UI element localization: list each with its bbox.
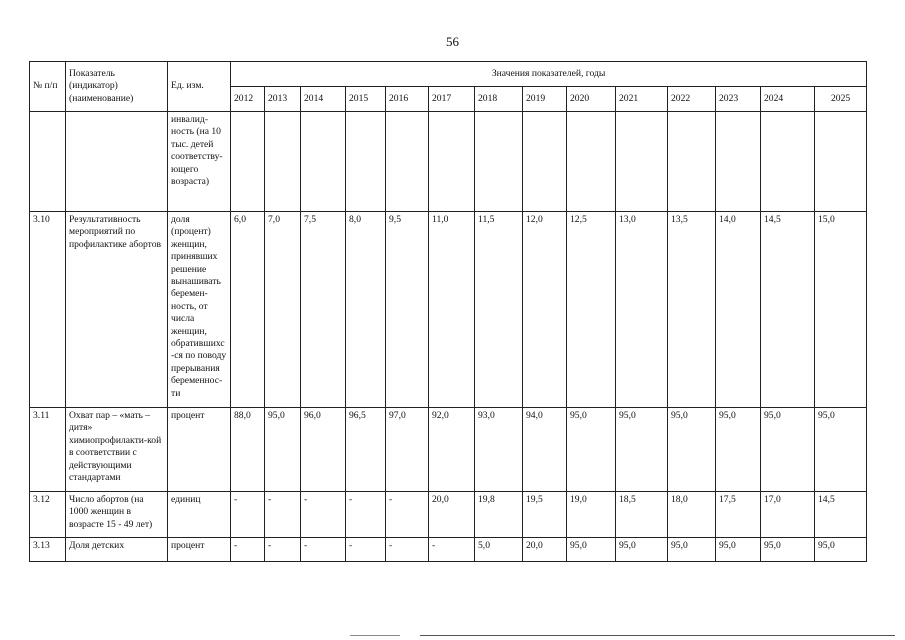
row-number: 3.11: [30, 408, 66, 492]
row-value: -: [231, 538, 265, 562]
row-value: 7,0: [265, 212, 301, 408]
table-row: [30, 492, 867, 538]
row-value: 96,0: [301, 408, 346, 492]
row-value: 8,0: [346, 212, 386, 408]
header-year: 2021: [616, 87, 668, 112]
header-year: 2014: [301, 87, 346, 112]
row-number: [30, 112, 66, 212]
row-value: -: [429, 538, 475, 562]
header-year: 2015: [346, 87, 386, 112]
table-row: [30, 112, 867, 212]
bottom-rule: [420, 635, 895, 636]
table-body: [30, 112, 867, 562]
row-value: 5,0: [475, 538, 523, 562]
row-unit: инвалид-ность (на 10 тыс. детей соответству-ющего возраста): [168, 112, 231, 212]
row-indicator-name: Результативность мероприятий по профилактике абортов: [66, 212, 168, 408]
row-value: [386, 112, 429, 212]
row-indicator-name: Число абортов (на 1000 женщин в возрасте 15 - 49 лет): [66, 492, 168, 538]
row-value: [265, 112, 301, 212]
header-year: 2017: [429, 87, 475, 112]
row-value: 20,0: [429, 492, 475, 538]
page-number: 56: [446, 34, 459, 49]
indicators-table: [29, 61, 867, 562]
row-value: 17,5: [716, 492, 761, 538]
row-indicator-name: Доля детских: [66, 538, 168, 562]
row-value: 12,0: [523, 212, 567, 408]
row-value: 95,0: [761, 538, 815, 562]
row-unit: доля (процент) женщин, принявших решение вынашивать беремен-ность, от числа женщин, обратившихс-ся по поводу прерывания беременнос-ти: [168, 212, 231, 408]
row-number: 3.10: [30, 212, 66, 408]
row-value: [231, 112, 265, 212]
table-row: [30, 538, 867, 562]
row-value: 95,0: [761, 408, 815, 492]
row-value: 14,5: [815, 492, 867, 538]
row-indicator-name: [66, 112, 168, 212]
row-value: 6,0: [231, 212, 265, 408]
row-value: 95,0: [668, 538, 716, 562]
row-value: 95,0: [616, 408, 668, 492]
row-value: 95,0: [815, 538, 867, 562]
header-unit: Ед. изм.: [168, 62, 231, 112]
row-value: 15,0: [815, 212, 867, 408]
row-value: -: [301, 492, 346, 538]
row-value: 11,0: [429, 212, 475, 408]
row-number: 3.13: [30, 538, 66, 562]
row-unit: процент: [168, 408, 231, 492]
row-value: 17,0: [761, 492, 815, 538]
row-number: 3.12: [30, 492, 66, 538]
row-value: -: [301, 538, 346, 562]
row-value: [761, 112, 815, 212]
row-value: 95,0: [668, 408, 716, 492]
row-value: 20,0: [523, 538, 567, 562]
row-value: 94,0: [523, 408, 567, 492]
row-value: 19,0: [567, 492, 616, 538]
header-year: 2013: [265, 87, 301, 112]
header-row-top: [30, 62, 867, 87]
row-value: -: [346, 492, 386, 538]
row-value: 19,8: [475, 492, 523, 538]
row-value: 18,5: [616, 492, 668, 538]
row-indicator-name: Охват пар – «мать – дитя» химиопрофилакти-кой в соответствии с действующими стандартами: [66, 408, 168, 492]
row-value: -: [265, 492, 301, 538]
header-year: 2019: [523, 87, 567, 112]
row-value: [523, 112, 567, 212]
row-unit: единиц: [168, 492, 231, 538]
row-value: 13,5: [668, 212, 716, 408]
row-value: [301, 112, 346, 212]
bottom-rule-short: [350, 635, 400, 636]
row-value: 19,5: [523, 492, 567, 538]
header-year: 2025: [815, 87, 867, 112]
row-value: 11,5: [475, 212, 523, 408]
row-value: -: [386, 538, 429, 562]
row-value: [716, 112, 761, 212]
row-value: 92,0: [429, 408, 475, 492]
row-value: -: [265, 538, 301, 562]
header-year: 2022: [668, 87, 716, 112]
header-values-group: Значения показателей, годы: [231, 62, 867, 87]
header-year: 2018: [475, 87, 523, 112]
row-value: [815, 112, 867, 212]
row-value: [346, 112, 386, 212]
row-value: 96,5: [346, 408, 386, 492]
header-year: 2023: [716, 87, 761, 112]
row-value: [429, 112, 475, 212]
row-value: 95,0: [265, 408, 301, 492]
row-value: 18,0: [668, 492, 716, 538]
row-value: -: [231, 492, 265, 538]
header-year: 2024: [761, 87, 815, 112]
table-row: [30, 212, 867, 408]
row-value: [668, 112, 716, 212]
row-value: 88,0: [231, 408, 265, 492]
row-value: 7,5: [301, 212, 346, 408]
header-num: № п/п: [30, 62, 66, 112]
row-value: 95,0: [716, 538, 761, 562]
row-value: [475, 112, 523, 212]
header-indicator: Показатель (индикатор) (наименование): [66, 62, 168, 112]
row-value: [616, 112, 668, 212]
row-value: 93,0: [475, 408, 523, 492]
header-year: 2020: [567, 87, 616, 112]
row-value: 95,0: [567, 538, 616, 562]
row-value: 12,5: [567, 212, 616, 408]
table-row: [30, 408, 867, 492]
row-value: 9,5: [386, 212, 429, 408]
row-unit: процент: [168, 538, 231, 562]
row-value: 97,0: [386, 408, 429, 492]
row-value: [567, 112, 616, 212]
row-value: -: [346, 538, 386, 562]
row-value: -: [386, 492, 429, 538]
row-value: 95,0: [616, 538, 668, 562]
row-value: 95,0: [815, 408, 867, 492]
row-value: 95,0: [716, 408, 761, 492]
header-year: 2012: [231, 87, 265, 112]
header-year: 2016: [386, 87, 429, 112]
row-value: 13,0: [616, 212, 668, 408]
row-value: 95,0: [567, 408, 616, 492]
row-value: 14,5: [761, 212, 815, 408]
row-value: 14,0: [716, 212, 761, 408]
